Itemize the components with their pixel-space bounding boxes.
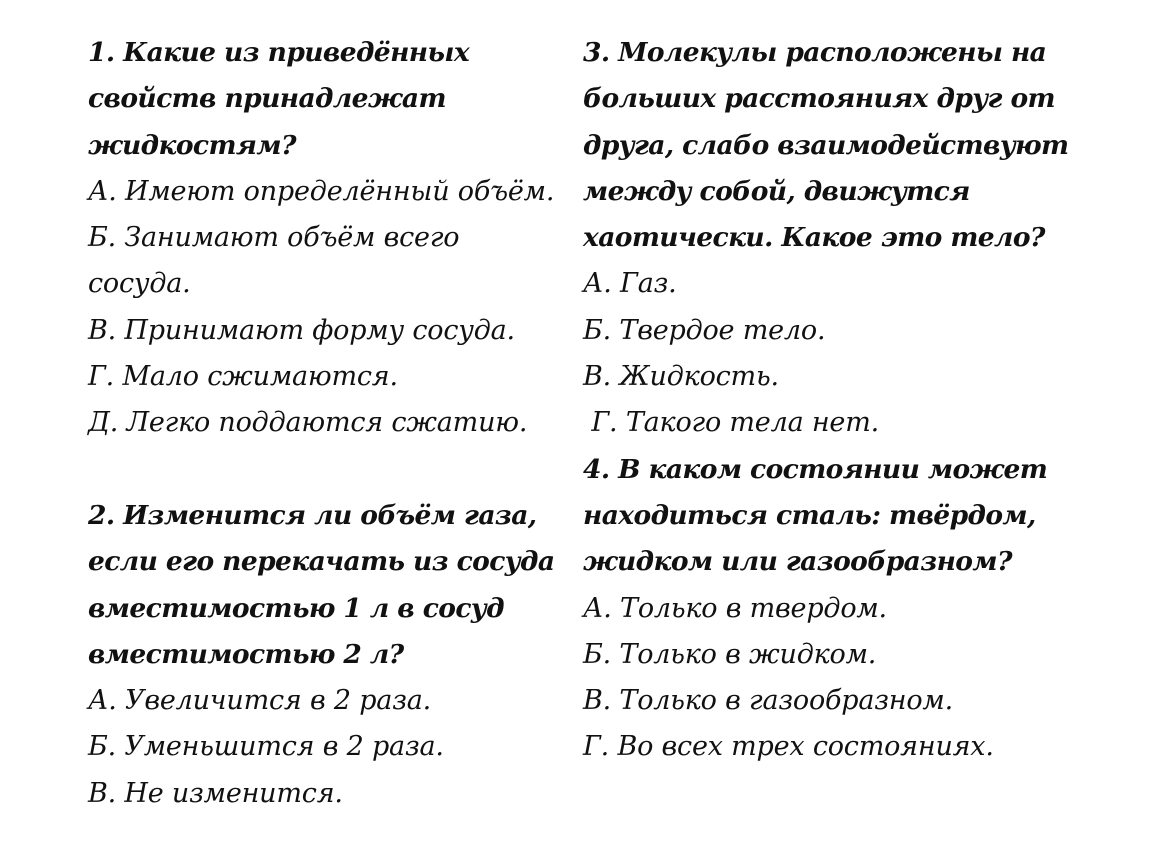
spacer [88, 447, 558, 493]
answer-option: А. Имеют определённый объём. [88, 175, 555, 207]
question-1-text-line: свойств принадлежат [88, 83, 446, 115]
answer-option: Б. Только в жидком. [583, 638, 877, 670]
answer-option: Д. Легко поддаются сжатию. [88, 407, 528, 439]
right-column [583, 30, 1143, 771]
answer-option: Б. Занимают объём всего [88, 222, 460, 254]
question-4-text-line: жидком или газообразном? [583, 546, 1012, 578]
answer-option: Г. Мало сжимаются. [88, 361, 398, 393]
question-2-text-line: если его перекачать из сосуда [88, 546, 555, 578]
question-2 [88, 493, 558, 817]
question-2-text-line: 2. Изменится ли объём газа, [88, 499, 537, 531]
answer-option: Б. Твердое тело. [583, 314, 826, 346]
answer-option: В. Принимают форму сосуда. [88, 314, 515, 346]
answer-option: В. Жидкость. [583, 361, 779, 393]
question-2-text-line: вместимостью 1 л в сосуд [88, 592, 504, 624]
question-1-text-line: жидкостям? [88, 129, 296, 161]
question-3-text-line: друга, слабо взаимодействуют [583, 129, 1069, 161]
question-4 [583, 447, 1143, 771]
answer-option: В. Только в газообразном. [583, 685, 953, 717]
question-4-text-line: находиться сталь: твёрдом, [583, 499, 1036, 531]
answer-option: А. Только в твердом. [583, 592, 887, 624]
question-1-text-line: 1. Какие из приведённых [88, 37, 470, 68]
question-1 [88, 30, 558, 447]
question-3-text-line: между собой, движутся [583, 175, 970, 207]
question-2-text-line: вместимостью 2 л? [88, 638, 404, 670]
answer-option: Б. Уменьшится в 2 раза. [88, 731, 444, 763]
question-3-text-line: хаотически. Какое это тело? [583, 222, 1045, 254]
answer-option: В. Не изменится. [88, 777, 343, 809]
question-3 [583, 30, 1143, 447]
answer-option: Г. Во всех трех состояниях. [583, 731, 994, 763]
answer-option: А. Увеличится в 2 раза. [88, 685, 432, 717]
answer-option: Г. Такого тела нет. [583, 407, 879, 439]
question-3-text-line: 3. Молекулы расположены на [583, 37, 1047, 68]
answer-option: А. Газ. [583, 268, 677, 300]
question-4-text-line: 4. В каком состоянии может [583, 453, 1048, 485]
answer-option: сосуда. [88, 268, 191, 300]
question-3-text-line: больших расстояниях друг от [583, 83, 1055, 115]
left-column [88, 30, 558, 817]
